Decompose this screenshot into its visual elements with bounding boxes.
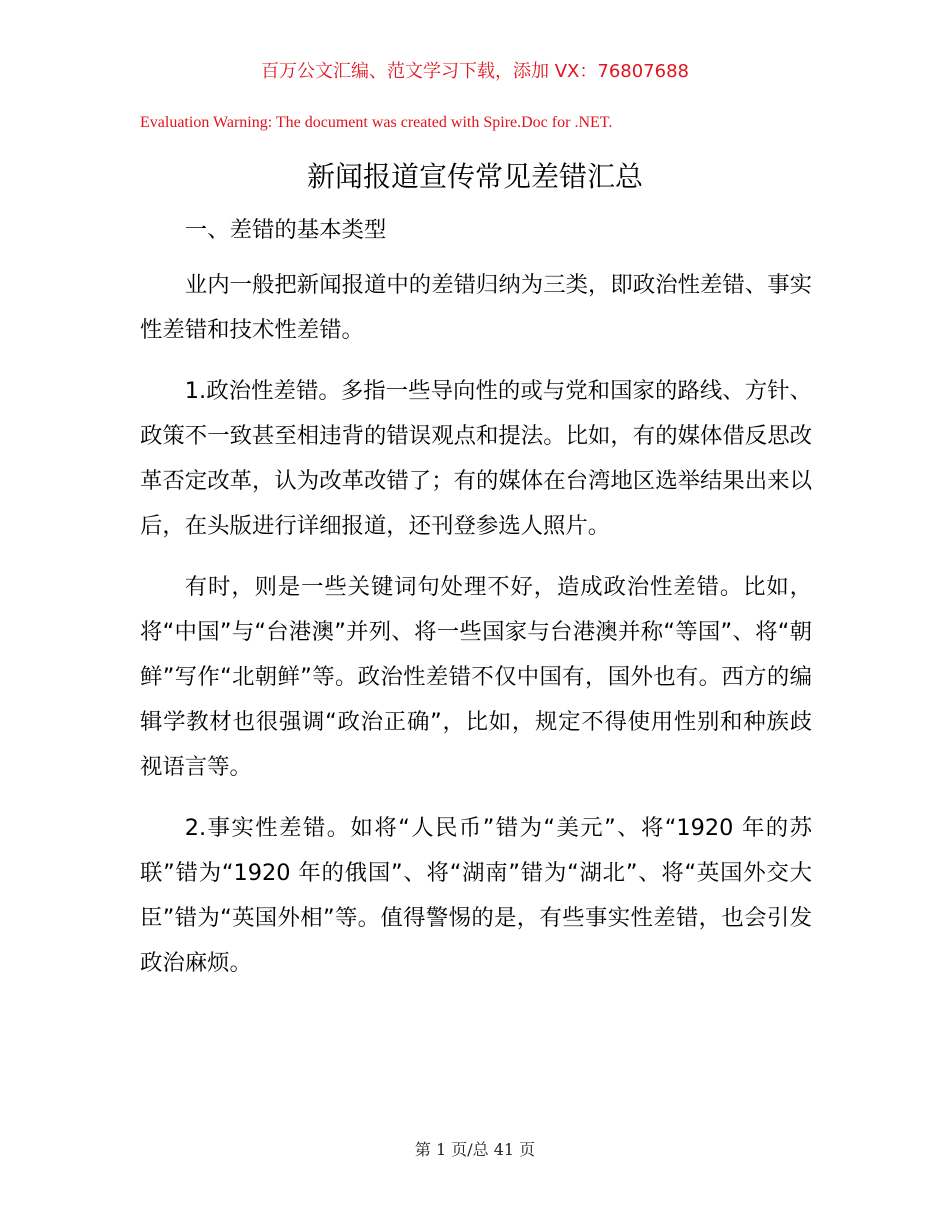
promo-banner: 百万公文汇编、范文学习下载，添加 VX：76807688 [261,61,689,82]
paragraph: 有时，则是一些关键词句处理不好，造成政治性差错。比如，将“中国”与“台港澳”并列、将一些国家与台港澳并称“等国”、将“朝鲜”写作“北朝鲜”等。政治性差错不仅中国有，国外也有。西方的编辑学教材也很强调“政治正确”，比如，规定不得使用性别和种族歧视语言等。 [140,574,812,780]
paragraph: 业内一般把新闻报道中的差错归纳为三类，即政治性差错、事实性差错和技术性差错。 [140,272,812,343]
document-body [140,208,812,1002]
page-indicator: 第 1 页/总 41 页 [414,1140,536,1159]
section-heading: 一、差错的基本类型 [184,217,387,243]
evaluation-warning: Evaluation Warning: The document was created with Spire.Doc for .NET. [140,114,613,131]
paragraph: 2.事实性差错。如将“人民币”错为“美元”、将“1920 年的苏联”错为“1920 年的俄国”、将“湖南”错为“湖北”、将“英国外交大臣”错为“英国外相”等。值得警惕的是，有些事实性差错，也会引发政治麻烦。 [140,815,812,976]
paragraph: 1.政治性差错。多指一些导向性的或与党和国家的路线、方针、政策不一致甚至相违背的错误观点和提法。比如，有的媒体借反思改革否定改革，认为改革改错了；有的媒体在台湾地区选举结果出来以后，在头版进行详细报道，还刊登参选人照片。 [140,378,812,539]
document-title: 新闻报道宣传常见差错汇总 [306,160,643,193]
